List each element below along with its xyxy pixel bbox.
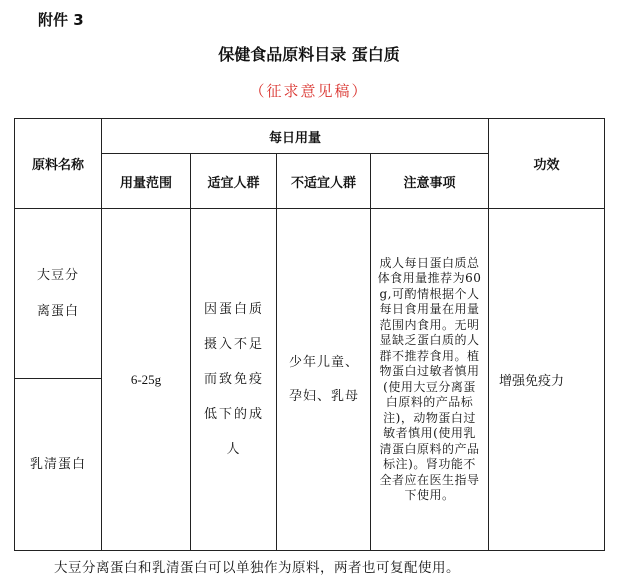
unsuitable-population-text: 少年儿童、孕妇、乳母: [288, 354, 359, 404]
header-function: 功效: [489, 119, 605, 209]
header-precautions: 注意事项: [371, 154, 489, 209]
draft-subtitle: （征求意见稿）: [249, 82, 369, 100]
raw-material-name-cell: 乳清蛋白: [15, 379, 102, 551]
header-raw-material-name: 原料名称: [15, 119, 102, 209]
header-unsuitable-population: 不适宜人群: [277, 154, 371, 209]
raw-material-table: [14, 118, 605, 551]
header-daily-dosage: 每日用量: [102, 119, 489, 154]
raw-material-name-text: 大豆分离蛋白: [36, 267, 79, 319]
raw-material-name-cell: [15, 209, 102, 379]
suitable-population-text: 因蛋白质摄入不足而致免疫低下的成人: [203, 302, 264, 457]
suitable-population-cell: [191, 209, 277, 551]
table-row: [15, 209, 605, 379]
dosage-range-cell: 6-25g: [102, 209, 191, 551]
attachment-label: 附件 3: [38, 11, 84, 29]
page-title: 保健食品原料目录 蛋白质: [218, 45, 400, 64]
header-suitable-population: 适宜人群: [191, 154, 277, 209]
footer-note: 大豆分离蛋白和乳清蛋白可以单独作为原料，两者也可复配使用。: [54, 560, 460, 576]
header-dosage-range: 用量范围: [102, 154, 191, 209]
unsuitable-population-cell: [277, 209, 371, 551]
function-cell: 增强免疫力: [489, 209, 605, 551]
precautions-cell: 成人每日蛋白质总体食用量推荐为60g,可酌情根据个人每日食用量在用量范围内食用。无明显缺乏蛋白质的人群不推荐食用。植物蛋白过敏者慎用(使用大豆分离蛋白原料的产品标注)，动物蛋白过敏者慎用(使用乳清蛋白原料的产品标注)。肾功能不全者应在医生指导下使用。: [371, 209, 489, 551]
